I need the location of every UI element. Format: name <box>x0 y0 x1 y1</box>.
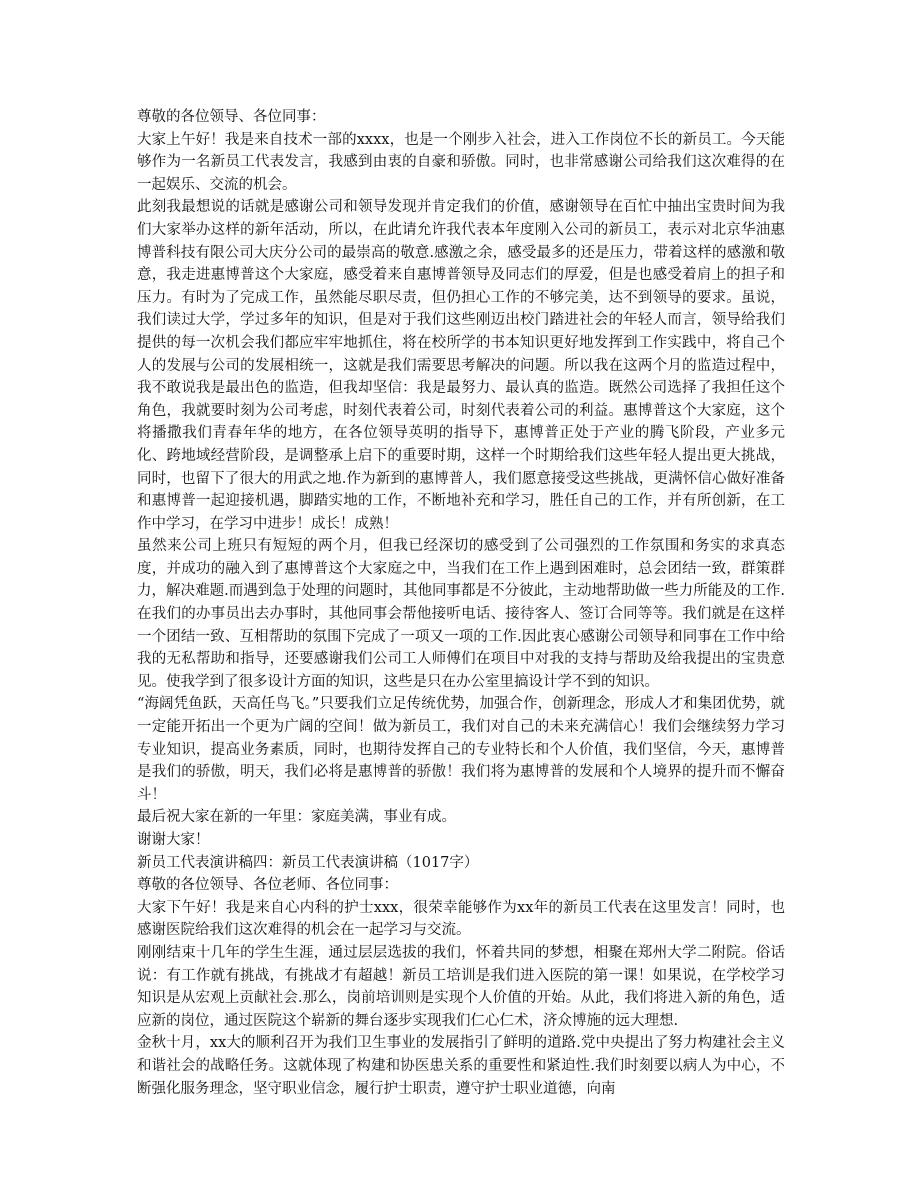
paragraph: 金秋十月，xx大的顺利召开为我们卫生事业的发展指引了鲜明的道路.党中央提出了努力构建社会主义和谐社会的战略任务。这就体现了构建和协医患关系的重要性和紧迫性.我们时刻要以病人为中心，不断强化服务理念，坚守职业信念，履行护士职责，遵守护士职业道德，向南 <box>137 1035 785 1097</box>
greeting-line: 尊敬的各位领导、各位老师、各位同事： <box>137 877 398 894</box>
closing-wish: 最后祝大家在新的一年里：家庭美满，事业有成。 <box>137 809 456 826</box>
paragraph: “海阔凭鱼跃，天高任鸟飞。”只要我们立足传统优势，加强合作，创新理念，形成人才和集团优势，就一定能开拓出一个更为广阔的空间！做为新员工，我们对自己的未来充满信心！我们会继续努力学习专业知识，提高业务素质，同时，也期待发挥自己的专业特长和个人价值，我们坚信，今天，惠博普是我们的骄傲，明天，我们必将是惠博普的骄傲！我们将为惠博普的发展和个人境界的提升而不懈奋斗！ <box>137 696 785 803</box>
paragraph: 此刻我最想说的话就是感谢公司和领导发现并肯定我们的价值，感谢领导在百忙中抽出宝贵时间为我们大家举办这样的新年活动，所以，在此请允许我代表本年度刚入公司的新员工，表示对北京华油惠博普科技有限公司大庆分公司的最崇高的敬意.感激之余，感受最多的还是压力，带着这样的感激和敬意，我走进惠博普这个大家庭，感受着来自惠博普领导及同志们的厚爱，但是也感受着肩上的担子和压力。有时为了完成工作，虽然能尽职尽责，但仍担心工作的不够完美，达不到领导的要求。虽说，我们读过大学，学过多年的知识，但是对于我们这些刚迈出校门踏进社会的年轻人而言，领导给我们提供的每一次机会我们都应牢牢地抓住，将在校所学的书本知识更好地发挥到工作实践中，将自己个人的发展与公司的发展相统一，这就是我们需要思考解决的问题。所以我在这两个月的监造过程中，我不敢说我是最出色的监造，但我却坚信：我是最努力、最认真的监造。既然公司选择了我担任这个角色，我就要时刻为公司考虑，时刻代表着公司，时刻代表着公司的利益。惠博普这个大家庭，这个将播撒我们青春年华的地方，在各位领导英明的指导下，惠博普正处于产业的腾飞阶段，产业多元化、跨地域经营阶段，是调整承上启下的重要时期，这样一个时期给我们这些年轻人提出更大挑战，同时，也留下了很大的用武之地.作为新到的惠博普人，我们愿意接受这些挑战，更满怀信心做好准备和惠博普一起迎接机遇，脚踏实地的工作，不断地补充和学习，胜任自己的工作，并有所创新，在工作中学习，在学习中进步！成长！成熟！ <box>137 199 785 532</box>
document-body <box>137 106 785 1100</box>
paragraph: 大家下午好！我是来自心内科的护士xxx，很荣幸能够作为xx年的新员工代表在这里发言！同时，也感谢医院给我们这次难得的机会在一起学习与交流。 <box>137 899 785 939</box>
section-heading: 新员工代表演讲稿四：新员工代表演讲稿（1017字） <box>137 854 479 871</box>
paragraph: 大家上午好！我是来自技术一部的xxxx，也是一个刚步入社会，进入工作岗位不长的新员工。今天能够作为一名新员工代表发言，我感到由衷的自豪和骄傲。同时，也非常感谢公司给我们这次难得的在一起娱乐、交流的机会。 <box>137 131 785 193</box>
paragraph: 虽然来公司上班只有短短的两个月，但我已经深切的感受到了公司强烈的工作氛围和务实的求真态度，并成功的融入到了惠博普这个大家庭之中，当我们在工作上遇到困难时，总会团结一致，群策群力，解决难题.而遇到急于处理的问题时，其他同事都是不分彼此，主动地帮助做一些力所能及的工作.在我们的办事员出去办事时，其他同事会帮他接听电话、接待客人、签订合同等等。我们就是在这样一个团结一致、互相帮助的氛围下完成了一项又一项的工作.因此衷心感谢公司领导和同事在工作中给我的无私帮助和指导，还要感谢我们公司工人师傅们在项目中对我的支持与帮助及给我提出的宝贵意见。使我学到了很多设计方面的知识，这些是只在办公室里搞设计学不到的知识。 <box>137 538 785 690</box>
paragraph: 刚刚结束十几年的学生生涯，通过层层选拔的我们，怀着共同的梦想，相聚在郑州大学二附院。俗话说：有工作就有挑战，有挑战才有超越！新员工培训是我们进入医院的第一课！如果说，在学校学习知识是从宏观上贡献社会.那么，岗前培训则是实现个人价值的开始。从此，我们将进入新的角色，适应新的岗位，通过医院这个崭新的舞台逐步实现我们仁心仁术，济众博施的远大理想. <box>137 944 785 1029</box>
greeting-line: 尊敬的各位领导、各位同事： <box>137 109 326 125</box>
thanks-line: 谢谢大家！ <box>137 832 210 848</box>
